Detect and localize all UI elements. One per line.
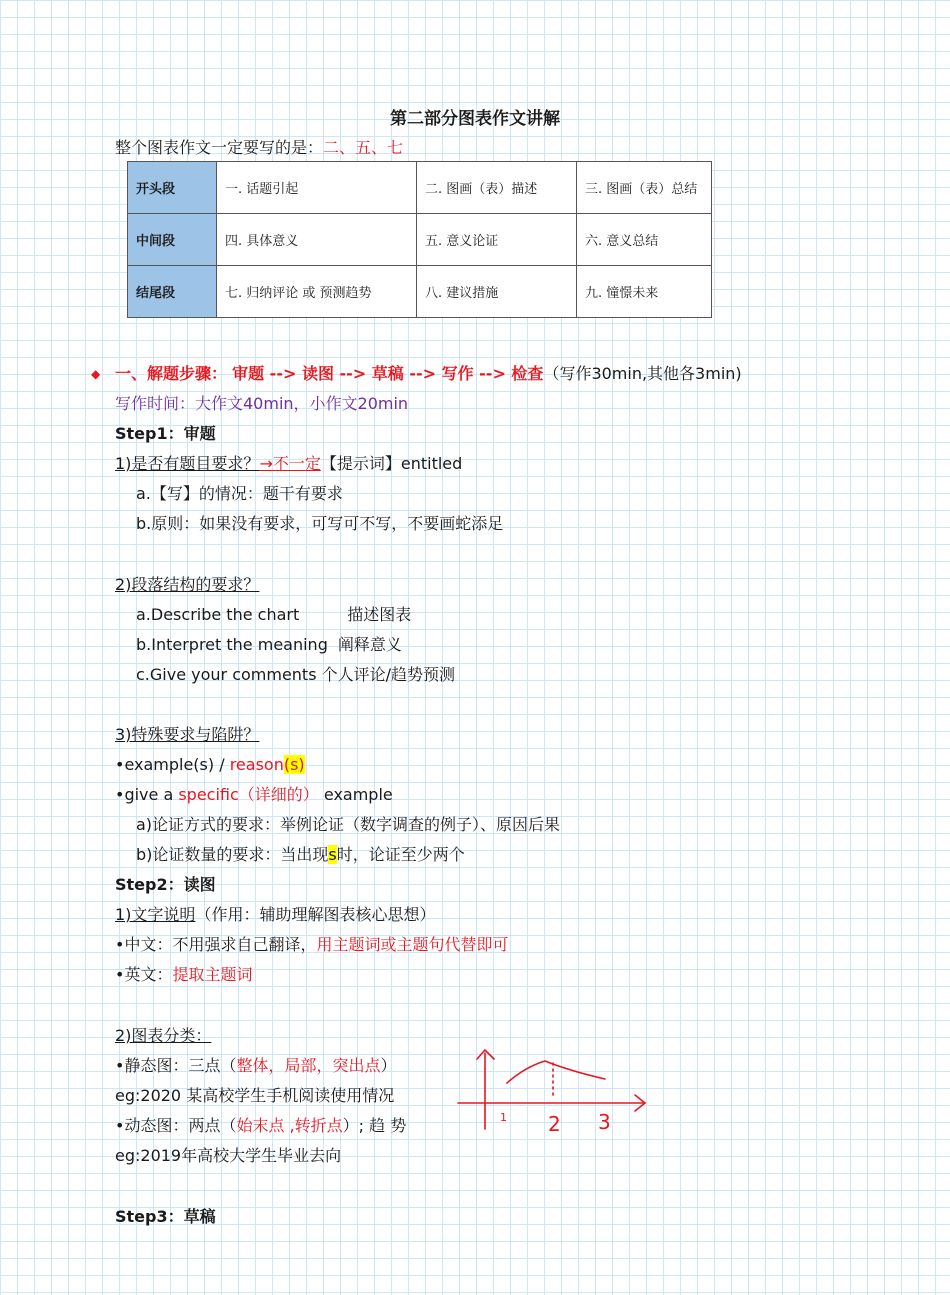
dynamic-text: •动态图：两点（ [115, 1116, 237, 1135]
q3-l2-red: specific（详细的） [178, 785, 319, 804]
table-row [128, 214, 712, 266]
q3-l2-text: •give a [115, 785, 179, 804]
table-cell: 四. 具体意义 [217, 214, 417, 266]
q2a-en: a.Describe the chart [136, 605, 300, 624]
sketch-curve [507, 1061, 605, 1083]
page-title: 第二部分图表作文讲解 [390, 109, 560, 129]
q3-line-1 [115, 754, 305, 776]
handwritten-sketch [455, 1045, 655, 1135]
table-cell: 七. 归纳评论 或 预测趋势 [217, 266, 417, 318]
q2b-en: b.Interpret the meaning [136, 635, 328, 654]
dynamic-close: ）; 趋 势 [342, 1116, 407, 1135]
q3-l4-rest: 时，论证至少两个 [336, 845, 465, 864]
step2-point-2: 2)图表分类： [115, 1026, 212, 1045]
step1-question-3: 3)特殊要求与陷阱？ [115, 725, 260, 744]
step2-point-1 [115, 904, 435, 926]
table-cell: 二. 图画（表）描述 [417, 162, 577, 214]
step1-heading: Step1：审题 [115, 424, 216, 443]
steps-note: （写作30min,其他各3min) [543, 364, 742, 383]
static-close: ） [380, 1056, 397, 1075]
q3-line-2 [115, 784, 393, 806]
static-chart-line [115, 1055, 396, 1077]
q2-point-a [136, 604, 411, 626]
dynamic-red: 始末点 ,转折点 [236, 1116, 343, 1135]
q3-l2-rest: example [318, 785, 393, 804]
q2-point-b [136, 634, 402, 656]
static-chart-example: eg:2020 某高校学生手机阅读使用情况 [115, 1086, 395, 1105]
static-red: 整体，局部，突出点 [236, 1056, 381, 1075]
q2-point-c: c.Give your comments 个人评论/趋势预测 [136, 665, 456, 684]
q1-point-a: a.【写】的情况：题干有要求 [136, 484, 343, 503]
table-row [128, 266, 712, 318]
table-cell: 六. 意义总结 [577, 214, 712, 266]
step1-question-2: 2)段落结构的要求？ [115, 575, 260, 594]
p1-chinese [115, 934, 508, 956]
step2-heading: Step2：读图 [115, 875, 216, 894]
table-cell: 九. 憧憬未来 [577, 266, 712, 318]
steps-label: 一、解题步骤： [115, 364, 228, 383]
table-row [128, 162, 712, 214]
steps-flow: 审题 --> 读图 --> 草稿 --> 写作 --> 检查 [232, 364, 544, 383]
must-write-items: 二、五、七 [323, 138, 404, 157]
q3-l4-text: b)论证数量的要求：当出现 [136, 845, 329, 864]
q3-line-3: a)论证方式的要求：举例论证（数字调查的例子）、原因后果 [136, 815, 561, 834]
p1-en-red: 提取主题词 [172, 965, 253, 984]
dynamic-chart-line [115, 1115, 406, 1137]
static-text: •静态图：三点（ [115, 1056, 237, 1075]
section-cell: 结尾段 [128, 266, 217, 318]
q1-text: 1)是否有题目要求？ [115, 454, 260, 473]
p1-english [115, 964, 252, 986]
sketch-label-2: 2 [548, 1112, 561, 1135]
q1-red: →不一定 [259, 454, 321, 473]
p1-en-text: •英文： [115, 965, 173, 984]
sketch-label-3: 3 [598, 1110, 611, 1134]
writing-time: 写作时间：大作文40min，小作文20min [115, 394, 409, 413]
steps-heading [115, 363, 742, 385]
step3-heading: Step3：草稿 [115, 1207, 216, 1226]
dynamic-chart-example: eg:2019年高校大学生毕业去向 [115, 1146, 342, 1165]
q3-l1-text: •example(s) / [115, 755, 230, 774]
p1-label: 1)文字说明 [115, 905, 196, 924]
p1-rest: （作用：辅助理解图表核心思想） [195, 905, 436, 924]
p1-cn-text: •中文：不用强求自己翻译， [115, 935, 317, 954]
must-write-line [115, 137, 403, 159]
q3-l1-red: reason [229, 755, 284, 774]
q2b-zh: 阐释意义 [337, 635, 402, 654]
q1-point-b: b.原则：如果没有要求，可写可不写，不要画蛇添足 [136, 514, 504, 533]
table-cell: 八. 建议措施 [417, 266, 577, 318]
table-cell: 一. 话题引起 [217, 162, 417, 214]
table-cell: 三. 图画（表）总结 [577, 162, 712, 214]
p1-cn-red: 用主题词或主题句代替即可 [316, 935, 509, 954]
paragraph-plan-table [127, 161, 712, 318]
q3-l1-highlight: (s) [283, 755, 305, 774]
step1-question-1 [115, 453, 462, 475]
sketch-label-1: 1 [500, 1111, 507, 1124]
diamond-bullet-icon: ◆ [91, 367, 101, 381]
section-cell: 开头段 [128, 162, 217, 214]
section-cell: 中间段 [128, 214, 217, 266]
must-write-prefix: 整个图表作文一定要写的是： [115, 138, 324, 157]
q3-l4-highlight: s [328, 845, 337, 864]
q3-line-4 [136, 844, 465, 866]
q2a-zh: 描述图表 [347, 605, 412, 624]
table-cell: 五. 意义论证 [417, 214, 577, 266]
q1-rest: 【提示词】entitled [320, 454, 463, 473]
